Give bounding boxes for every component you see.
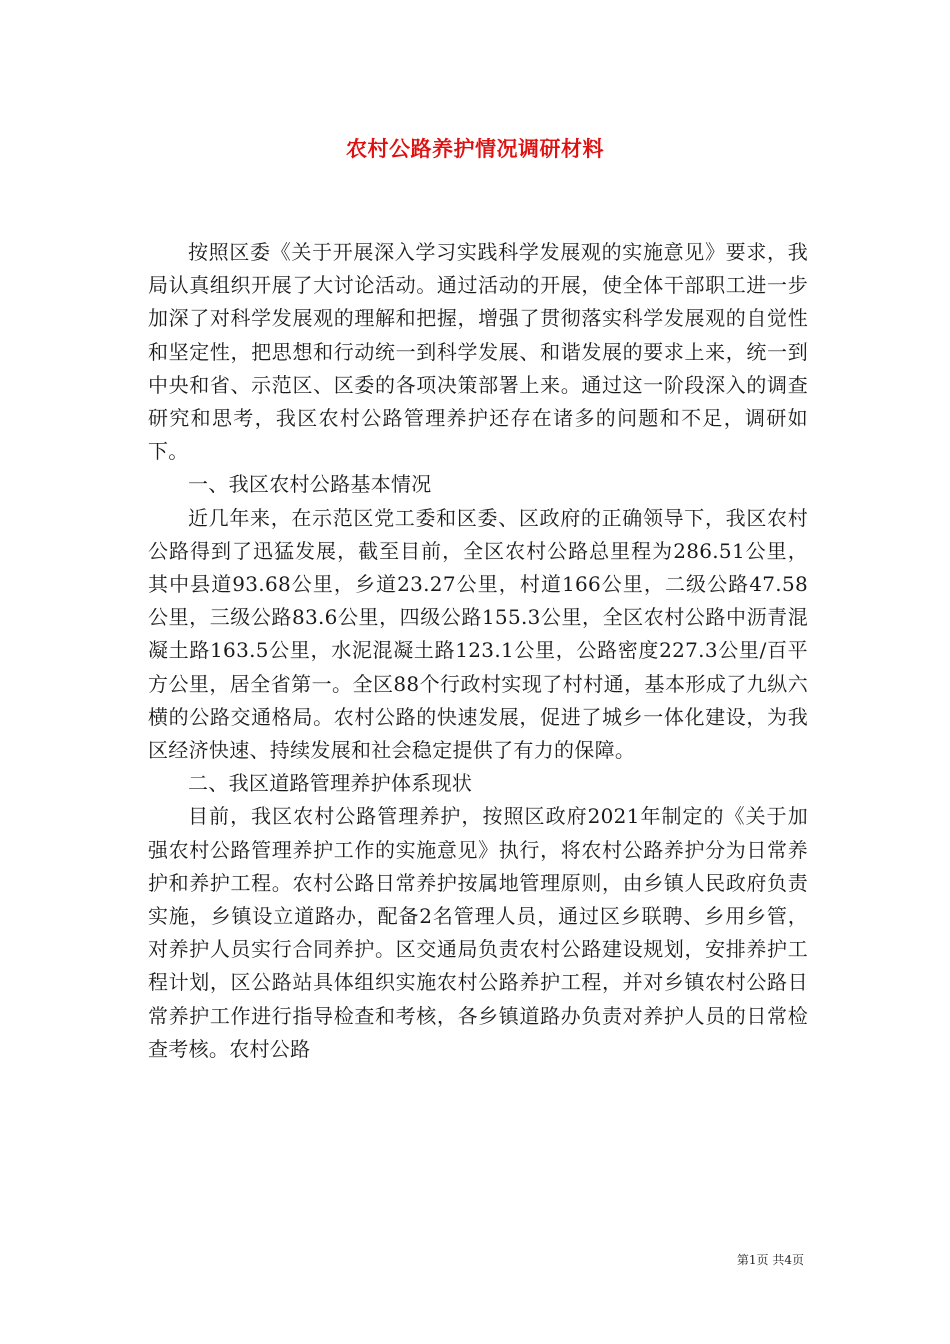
page-number-footer: 第1页 共4页: [736, 1253, 804, 1267]
section-heading-2: 二、我区道路管理养护体系现状: [188, 771, 473, 796]
section-2-paragraph: 目前，我区农村公路管理养护，按照区政府2021年制定的《关于加强农村公路管理养护工作的实施意见》执行，将农村公路养护分为日常养护和养护工程。农村公路日常养护按属地管理原则，由乡镇人民政府负责实施，乡镇设立道路办，配备2名管理人员，通过区乡联聘、乡用乡管，对养护人员实行合同养护。区交通局负责农村公路建设规划，安排养护工程计划，区公路站具体组织实施农村公路养护工程，并对乡镇农村公路日常养护工作进行指导检查和考核，各乡镇道路办负责对养护人员的日常检查考核。农村公路: [148, 804, 808, 1061]
section-heading-1: 一、我区农村公路基本情况: [188, 472, 432, 497]
document-title: 农村公路养护情况调研材料: [346, 136, 604, 161]
intro-paragraph: 按照区委《关于开展深入学习实践科学发展观的实施意见》要求，我局认真组织开展了大讨论活动。通过活动的开展，使全体干部职工进一步加深了对科学发展观的理解和把握，增强了贯彻落实科学发展观的自觉性和坚定性，把思想和行动统一到科学发展、和谐发展的要求上来，统一到中央和省、示范区、区委的各项决策部署上来。通过这一阶段深入的调查研究和思考，我区农村公路管理养护还存在诸多的问题和不足，调研如下。: [148, 240, 808, 464]
section-1-paragraph: 近几年来，在示范区党工委和区委、区政府的正确领导下，我区农村公路得到了迅猛发展，截至目前，全区农村公路总里程为286.51公里，其中县道93.68公里，乡道23.27公里，村道166公里，二级公路47.58公里，三级公路83.6公里，四级公路155.3公里，全区农村公路中沥青混凝土路163.5公里，水泥混凝土路123.1公里，公路密度227.3公里/百平方公里，居全省第一。全区88个行政村实现了村村通，基本形成了九纵六横的公路交通格局。农村公路的快速发展，促进了城乡一体化建设，为我区经济快速、持续发展和社会稳定提供了有力的保障。: [148, 505, 808, 763]
document-body: [148, 236, 808, 1066]
